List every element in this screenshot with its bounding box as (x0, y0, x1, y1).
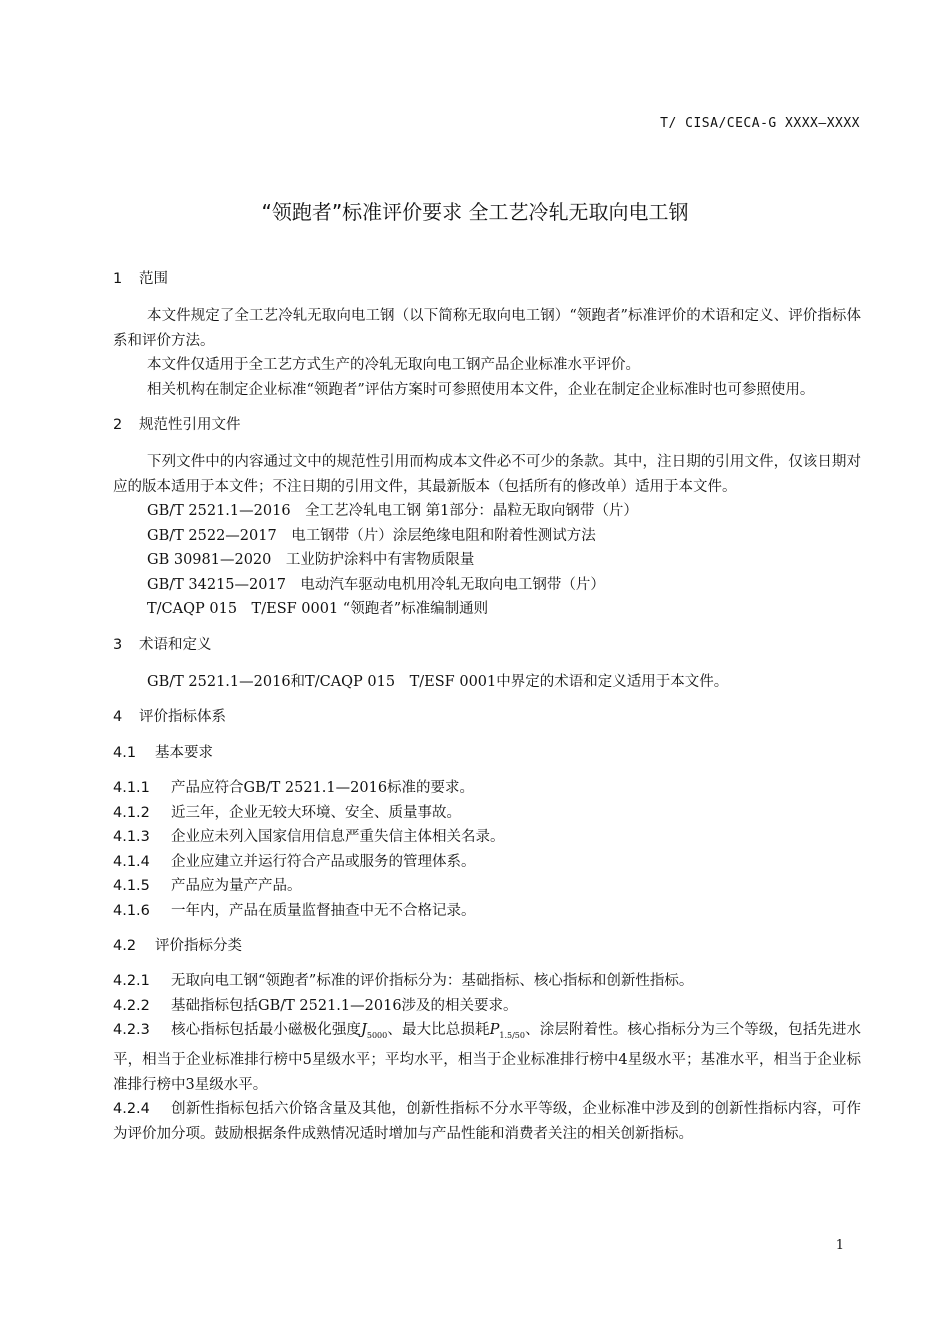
page-number: 1 (835, 1238, 844, 1253)
section-heading-terms (113, 634, 861, 656)
clause-item (113, 969, 861, 994)
section-number: 1 (113, 271, 123, 287)
clause-text: 近三年，企业无较大环境、安全、质量事故。 (171, 804, 461, 821)
subsection-title: 基本要求 (155, 745, 213, 761)
paragraph: 本文件规定了全工艺冷轧无取向电工钢（以下简称无取向电工钢）“领跑者”标准评价的术语和定义、评价指标体系和评价方法。 (113, 308, 861, 349)
clause-text: 基础指标包括GB/T 2521.1—2016涉及的相关要求。 (171, 997, 518, 1014)
clause-item (113, 801, 861, 826)
clause-number: 4.1.5 (113, 878, 150, 894)
reference-item: GB/T 2522—2017 电工钢带（片）涂层绝缘电阻和附着性测试方法 (147, 527, 596, 544)
reference-item: GB/T 2521.1—2016 全工艺冷轧电工钢 第1部分：晶粒无取向钢带（片） (147, 503, 638, 519)
clause-number: 4.1.2 (113, 804, 150, 821)
clause-number: 4.2.1 (113, 973, 150, 989)
section-heading-evaluation-system (113, 706, 861, 728)
section-number: 4 (113, 709, 123, 725)
clause-text: 、涂层附着性。核心指标分为三个等级，包括先进水平，相当于企业标准排行榜中5星级水平；平均水平，相当于企业标准排行榜中4星级水平；基准水平，相当于企业标准排行榜中3星级水平。 (113, 1022, 862, 1093)
clause-text: 一年内，产品在质量监督抽查中无不合格记录。 (171, 902, 476, 919)
clause-item (113, 994, 861, 1019)
clause-text: 产品应符合GB/T 2521.1—2016标准的要求。 (171, 780, 475, 796)
paragraph: GB/T 2521.1—2016和T/CAQP 015 T/ESF 0001中界定的术语和定义适用于本文件。 (147, 673, 729, 690)
symbol-j: J (361, 1022, 367, 1038)
section-number: 3 (113, 636, 123, 653)
clause-number: 4.1.1 (113, 780, 150, 796)
clause-number: 4.2.4 (113, 1101, 150, 1118)
subsection-heading-indicator-categories (113, 935, 861, 957)
section-title: 术语和定义 (139, 636, 212, 653)
symbol-subscript: 5000 (366, 1030, 388, 1040)
clause-item (113, 776, 861, 801)
clause-text: 企业应建立并运行符合产品或服务的管理体系。 (171, 853, 476, 870)
symbol-p: P (489, 1022, 500, 1038)
paragraph: 相关机构在制定企业标准“领跑者”评估方案时可参照使用本文件，企业在制定企业标准时也可参照使用。 (147, 381, 815, 398)
clause-number: 4.1.3 (113, 829, 150, 845)
document-code: T/ CISA/CECA-G XXXX—XXXX (660, 116, 860, 131)
section-heading-scope (113, 268, 861, 290)
subsection-heading-basic-requirements (113, 742, 861, 764)
reference-item: T/CAQP 015 T/ESF 0001 “领跑者”标准编制通则 (147, 601, 489, 617)
section-title: 规范性引用文件 (139, 417, 241, 433)
clause-item (113, 899, 861, 924)
reference-item: GB/T 34215—2017 电动汽车驱动电机用冷轧无取向电工钢带（片） (147, 576, 605, 593)
clause-text: 核心指标包括最小磁极化强度 (171, 1022, 362, 1038)
clause-text: 创新性指标包括六价铬含量及其他，创新性指标不分水平等级，企业标准中涉及到的创新性指标内容，可作为评价加分项。鼓励根据条件成熟情况适时增加与产品性能和消费者关注的相关创新指标。 (113, 1101, 861, 1142)
clause-number: 4.1.4 (113, 853, 150, 870)
clause-text: 、最大比总损耗 (387, 1022, 490, 1038)
section-heading-normative-references (113, 414, 861, 436)
clause-item (113, 874, 861, 899)
paragraph: 下列文件中的内容通过文中的规范性引用而构成本文件必不可少的条款。其中，注日期的引用文件，仅该日期对应的版本适用于本文件；不注日期的引用文件，其最新版本（包括所有的修改单）适用于本文件。 (113, 454, 861, 495)
clause-text: 企业应未列入国家信用信息严重失信主体相关名录。 (171, 829, 505, 845)
clause-text: 产品应为量产产品。 (171, 878, 302, 894)
document-title: “领跑者”标准评价要求 全工艺冷轧无取向电工钢 (261, 200, 689, 224)
subsection-number: 4.2 (113, 938, 137, 954)
clause-item (113, 1097, 861, 1146)
clause-item (113, 1018, 861, 1097)
clause-text: 无取向电工钢“领跑者”标准的评价指标分为：基础指标、核心指标和创新性指标。 (171, 973, 694, 989)
section-title: 评价指标体系 (139, 709, 226, 725)
reference-item: GB 30981—2020 工业防护涂料中有害物质限量 (147, 552, 475, 568)
clause-item (113, 825, 861, 850)
section-title: 范围 (139, 271, 168, 287)
symbol-subscript: 1.5/50 (499, 1030, 525, 1040)
clause-number: 4.1.6 (113, 902, 150, 919)
document-body (113, 268, 861, 1146)
section-number: 2 (113, 417, 123, 433)
subsection-title: 评价指标分类 (155, 938, 242, 954)
subsection-number: 4.1 (113, 745, 137, 761)
clause-number: 4.2.3 (113, 1022, 150, 1038)
clause-number: 4.2.2 (113, 997, 150, 1014)
clause-item (113, 850, 861, 875)
paragraph: 本文件仅适用于全工艺方式生产的冷轧无取向电工钢产品企业标准水平评价。 (147, 357, 640, 373)
